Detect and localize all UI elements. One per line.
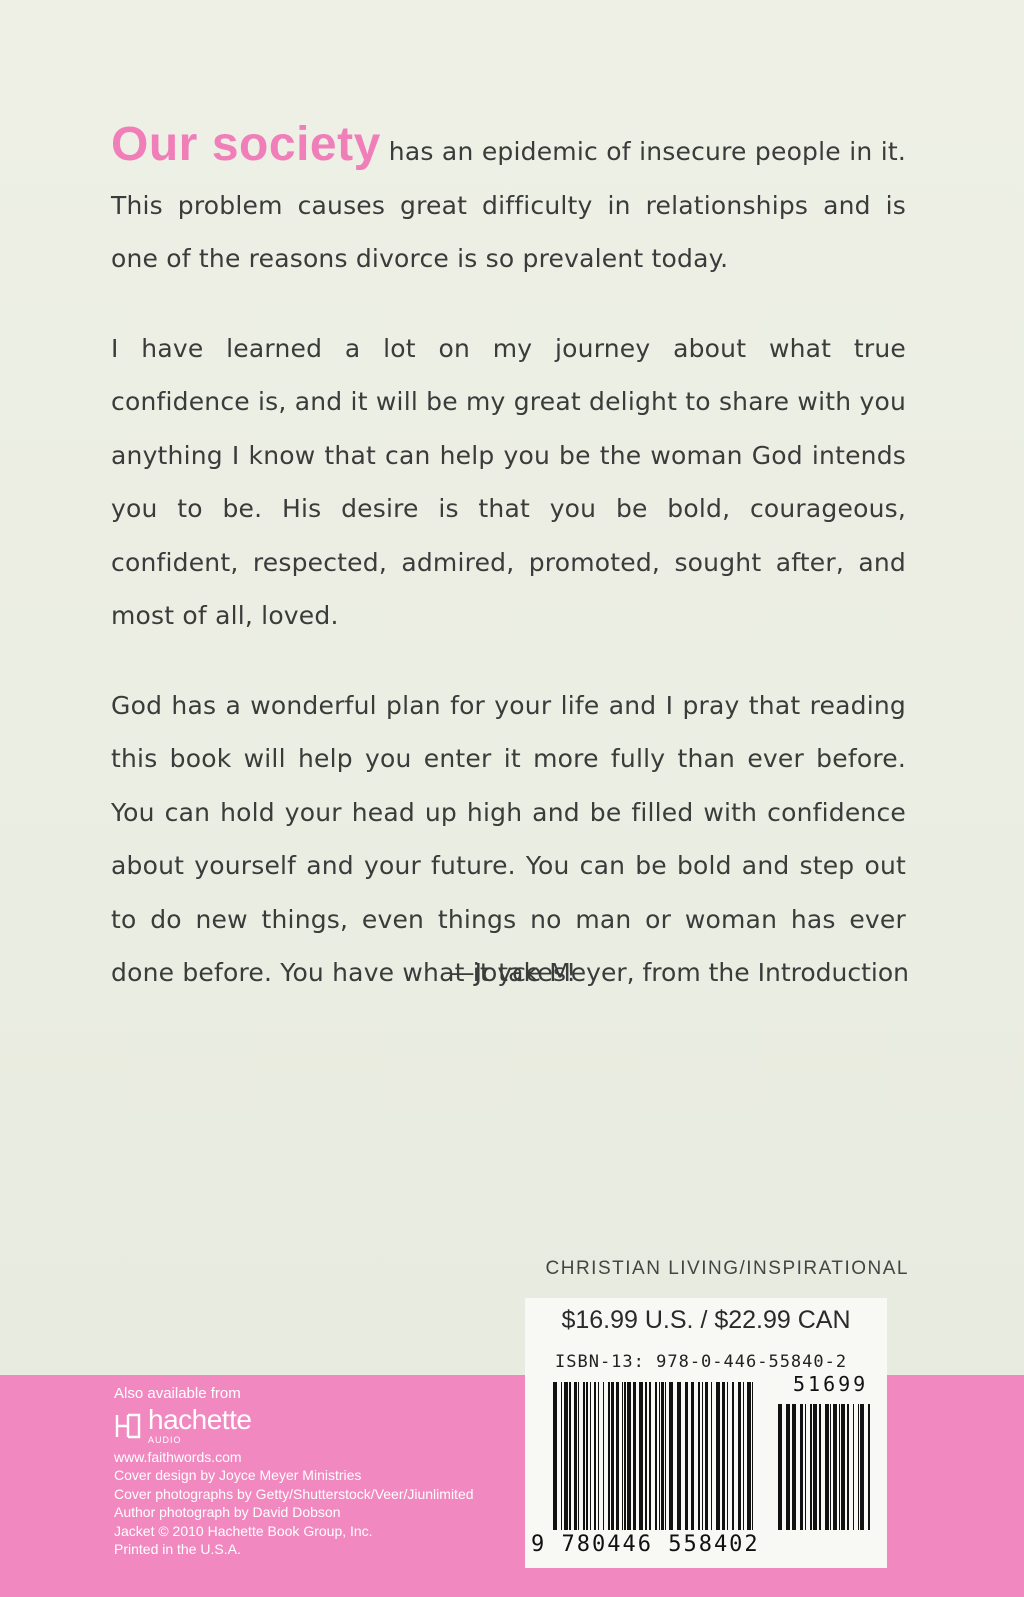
credits-block: [114, 1385, 474, 1559]
jacket-copyright: Jacket © 2010 Hachette Book Group, Inc.: [114, 1522, 373, 1539]
barcode-bars: [553, 1382, 883, 1532]
barcode-bar: [661, 1382, 664, 1530]
barcode-bar: [685, 1382, 688, 1530]
barcode-bar: [677, 1382, 681, 1530]
barcode-bar: [847, 1404, 849, 1530]
barcode-bar: [669, 1382, 673, 1530]
hachette-logo-icon: [114, 1412, 142, 1440]
barcode-bar: [732, 1382, 734, 1530]
blurb-text: [111, 118, 906, 1036]
isbn-label: ISBN-13: 978-0-446-55840-2: [555, 1352, 848, 1372]
barcode-bar: [639, 1382, 643, 1530]
barcode-bar: [830, 1404, 831, 1530]
barcode-bar: [858, 1404, 859, 1530]
barcode-bar: [738, 1382, 741, 1530]
cover-photo-credit: Cover photographs by Getty/Shutterstock/Veer/Jiunlimited: [114, 1485, 474, 1502]
ean-digits: 9 780446 558402: [531, 1532, 760, 1557]
cover-design-credit: Cover design by Joyce Meyer Ministries: [114, 1467, 362, 1483]
barcode-bar: [813, 1404, 817, 1530]
barcode-bar: [622, 1382, 623, 1530]
barcode-bar: [603, 1382, 604, 1530]
barcode-bar: [659, 1382, 660, 1530]
barcode-bar: [853, 1404, 854, 1530]
barcode-bar: [716, 1382, 720, 1530]
blurb-paragraph-2: I have learned a lot on my journey about what true confidence is, and it will be my great delight to share with you anything I know that can help you be the woman God intends you to be. His desire is that you be bold, courageous, confident, respected, admired, promoted, sought after, and most of all, loved.: [111, 333, 906, 630]
also-available-text: Also available from: [114, 1385, 241, 1402]
barcode-bar: [825, 1404, 829, 1530]
barcode-bar: [569, 1382, 571, 1530]
publisher-name: hachette: [148, 1404, 252, 1435]
barcode-bar: [805, 1404, 806, 1530]
barcode-bar: [645, 1382, 647, 1530]
barcode-bar: [810, 1404, 812, 1530]
barcode-bar: [705, 1382, 708, 1530]
barcode-bar: [633, 1382, 636, 1530]
barcode-bar: [598, 1382, 599, 1530]
barcode-bar: [841, 1404, 845, 1530]
barcode-bar: [752, 1382, 753, 1530]
barcode-bar: [819, 1404, 821, 1530]
barcode-bar: [561, 1382, 562, 1530]
price-label: $16.99 U.S. / $22.99 CAN: [561, 1306, 851, 1334]
barcode-bar: [786, 1404, 790, 1530]
barcode-bar: [722, 1382, 725, 1530]
blurb-paragraph-1: [111, 118, 906, 286]
website-text: www.faithwords.com: [114, 1448, 242, 1465]
barcode-bar: [747, 1382, 751, 1530]
barcode-bar: [868, 1404, 870, 1530]
barcode-bar: [578, 1382, 579, 1530]
publisher-sub: AUDIO: [148, 1435, 182, 1445]
barcode-bar: [655, 1382, 657, 1530]
publisher-logo: [114, 1406, 474, 1446]
barcode-bar: [839, 1404, 840, 1530]
barcode-bar: [564, 1382, 568, 1530]
printed-in: Printed in the U.S.A.: [114, 1541, 241, 1557]
barcode-bar: [594, 1382, 596, 1530]
barcode-bar: [611, 1382, 614, 1530]
barcode-bar: [702, 1382, 703, 1530]
barcode-bar: [691, 1382, 694, 1530]
ean-barcode: [553, 1382, 753, 1530]
barcode-bar: [574, 1382, 577, 1530]
barcode-bar: [586, 1382, 588, 1530]
barcode-bar: [792, 1404, 796, 1530]
barcode-box: [525, 1298, 887, 1568]
barcode-bar: [743, 1382, 744, 1530]
barcode-bar: [624, 1382, 626, 1530]
barcode-bar: [800, 1404, 803, 1530]
barcode-bar: [860, 1404, 864, 1530]
barcode-bar: [583, 1382, 585, 1530]
barcode-bar: [649, 1382, 651, 1530]
attribution: —Joyce Meyer, from the Introduction: [449, 958, 909, 987]
barcode-bar: [608, 1382, 610, 1530]
barcode-bar: [727, 1382, 728, 1530]
barcode-bar: [698, 1382, 700, 1530]
barcode-bar: [627, 1382, 631, 1530]
barcode-bar: [665, 1382, 666, 1530]
category-label: CHRISTIAN LIVING/INSPIRATIONAL: [545, 1258, 909, 1279]
barcode-bar: [616, 1382, 619, 1530]
addon-barcode: [778, 1404, 870, 1530]
barcode-bar: [590, 1382, 591, 1530]
lead-heading: Our society: [111, 118, 381, 171]
addon-digits: 51699: [793, 1372, 869, 1396]
barcode-bar: [778, 1404, 782, 1530]
barcode-bar: [553, 1382, 557, 1530]
barcode-bar: [711, 1382, 712, 1530]
barcode-bar: [833, 1404, 837, 1530]
paragraph-1-text: has an epidemic of insecure people in it. This problem causes great difficulty in relationships and is one of the reasons divorce is so prevalent today.: [111, 137, 907, 273]
author-photo-credit: Author photograph by David Dobson: [114, 1504, 341, 1520]
blurb-paragraph-3: God has a wonderful plan for your life and I pray that reading this book will help you enter it more fully than ever before. You can hold your head up high and be filled with confidence about yourself and your future. You can be bold and step out to do new things, even things no man or woman has ever done before. You have what it takes!: [111, 690, 906, 987]
